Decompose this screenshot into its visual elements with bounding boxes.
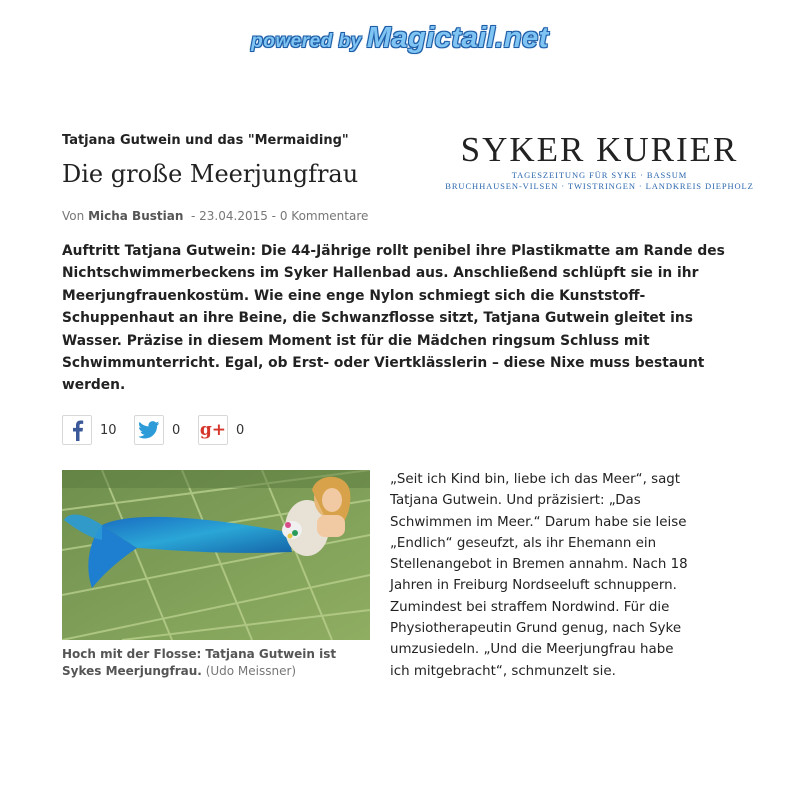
newspaper-masthead: [432, 130, 767, 192]
article-body: [390, 469, 760, 682]
byline-date: - 23.04.2015 -: [191, 209, 277, 223]
twitter-share[interactable]: [134, 414, 180, 446]
article-lead: Auftritt Tatjana Gutwein: Die 44-Jährige rollt penibel ihre Plastikmatte am Rande des Nichtschwimmerbeckens im Syker Hallenbad aus. Anschließend schlüpft sie in ihr Meerjungfrauenkostüm. Wie eine enge Nylon schmiegt sich die Kunststoff-Schuppenhaut an ihre Beine, die Schwanzflosse sitzt, Tatjana Gutwein gleitet ins Wasser. Präzise in diesem Moment ist für die Mädchen ringsum Schluss mit Schwimmunterricht. Egal, ob Erst- oder Viertklässlerin – diese Nixe muss bestaunt werden.: [62, 243, 725, 394]
byline-prefix: Von: [62, 209, 85, 223]
twitter-count: 0: [172, 422, 181, 438]
google-plus-label: g+: [199, 420, 227, 440]
body-line: Stellenangebot in Bremen annahm. Nach 18: [390, 557, 688, 573]
banner-prefix: powered by: [251, 31, 362, 52]
watermark-banner: [0, 22, 800, 55]
photo-caption: [62, 646, 377, 680]
banner-brand: Magictail.net: [366, 22, 549, 54]
caption-text: Hoch mit der Flosse: Tatjana Gutwein ist Sykes Meerjungfrau.: [62, 647, 337, 678]
facebook-count: 10: [100, 422, 117, 438]
byline-comments[interactable]: 0 Kommentare: [279, 209, 369, 223]
google-plus-share[interactable]: [198, 414, 244, 446]
body-line: Zumindest bei straffem Nordwind. Für die: [390, 599, 670, 615]
google-plus-icon[interactable]: [198, 415, 228, 445]
facebook-icon[interactable]: [62, 415, 92, 445]
article-headline: Die große Meerjungfrau: [62, 160, 359, 188]
article-byline: [62, 209, 368, 223]
twitter-icon[interactable]: [134, 415, 164, 445]
body-line: Tatjana Gutwein. Und präzisiert: „Das: [390, 493, 641, 509]
body-line: umzusiedeln. „Und die Meerjungfrau habe: [390, 642, 674, 658]
body-line: „Endlich“ geseufzt, als ihr Ehemann ein: [390, 535, 657, 551]
caption-credit: (Udo Meissner): [205, 664, 297, 678]
masthead-name: SYKER KURIER: [460, 130, 739, 169]
body-line: Jahren in Freiburg Nordseeluft schnuppern.: [390, 578, 677, 594]
byline-author[interactable]: Micha Bustian: [88, 209, 184, 223]
body-line: Physiotherapeutin Grund genug, nach Syke: [390, 621, 682, 637]
mermaid-photo: [62, 470, 370, 640]
masthead-line-2: BRUCHHAUSEN-VILSEN · TWISTRINGEN · LANDKREIS DIEPHOLZ: [445, 181, 754, 191]
facebook-share[interactable]: [62, 414, 117, 446]
body-line: ich mitgebracht“, schmunzelt sie.: [390, 663, 616, 679]
google-plus-count: 0: [236, 422, 245, 438]
masthead-line-1: TAGESZEITUNG FÜR SYKE · BASSUM: [511, 170, 688, 180]
body-line: Schwimmen im Meer.“ Darum habe sie leise: [390, 514, 687, 530]
article-kicker: Tatjana Gutwein und das "Mermaiding": [62, 133, 349, 148]
body-line: „Seit ich Kind bin, liebe ich das Meer“, sagt: [390, 472, 681, 487]
